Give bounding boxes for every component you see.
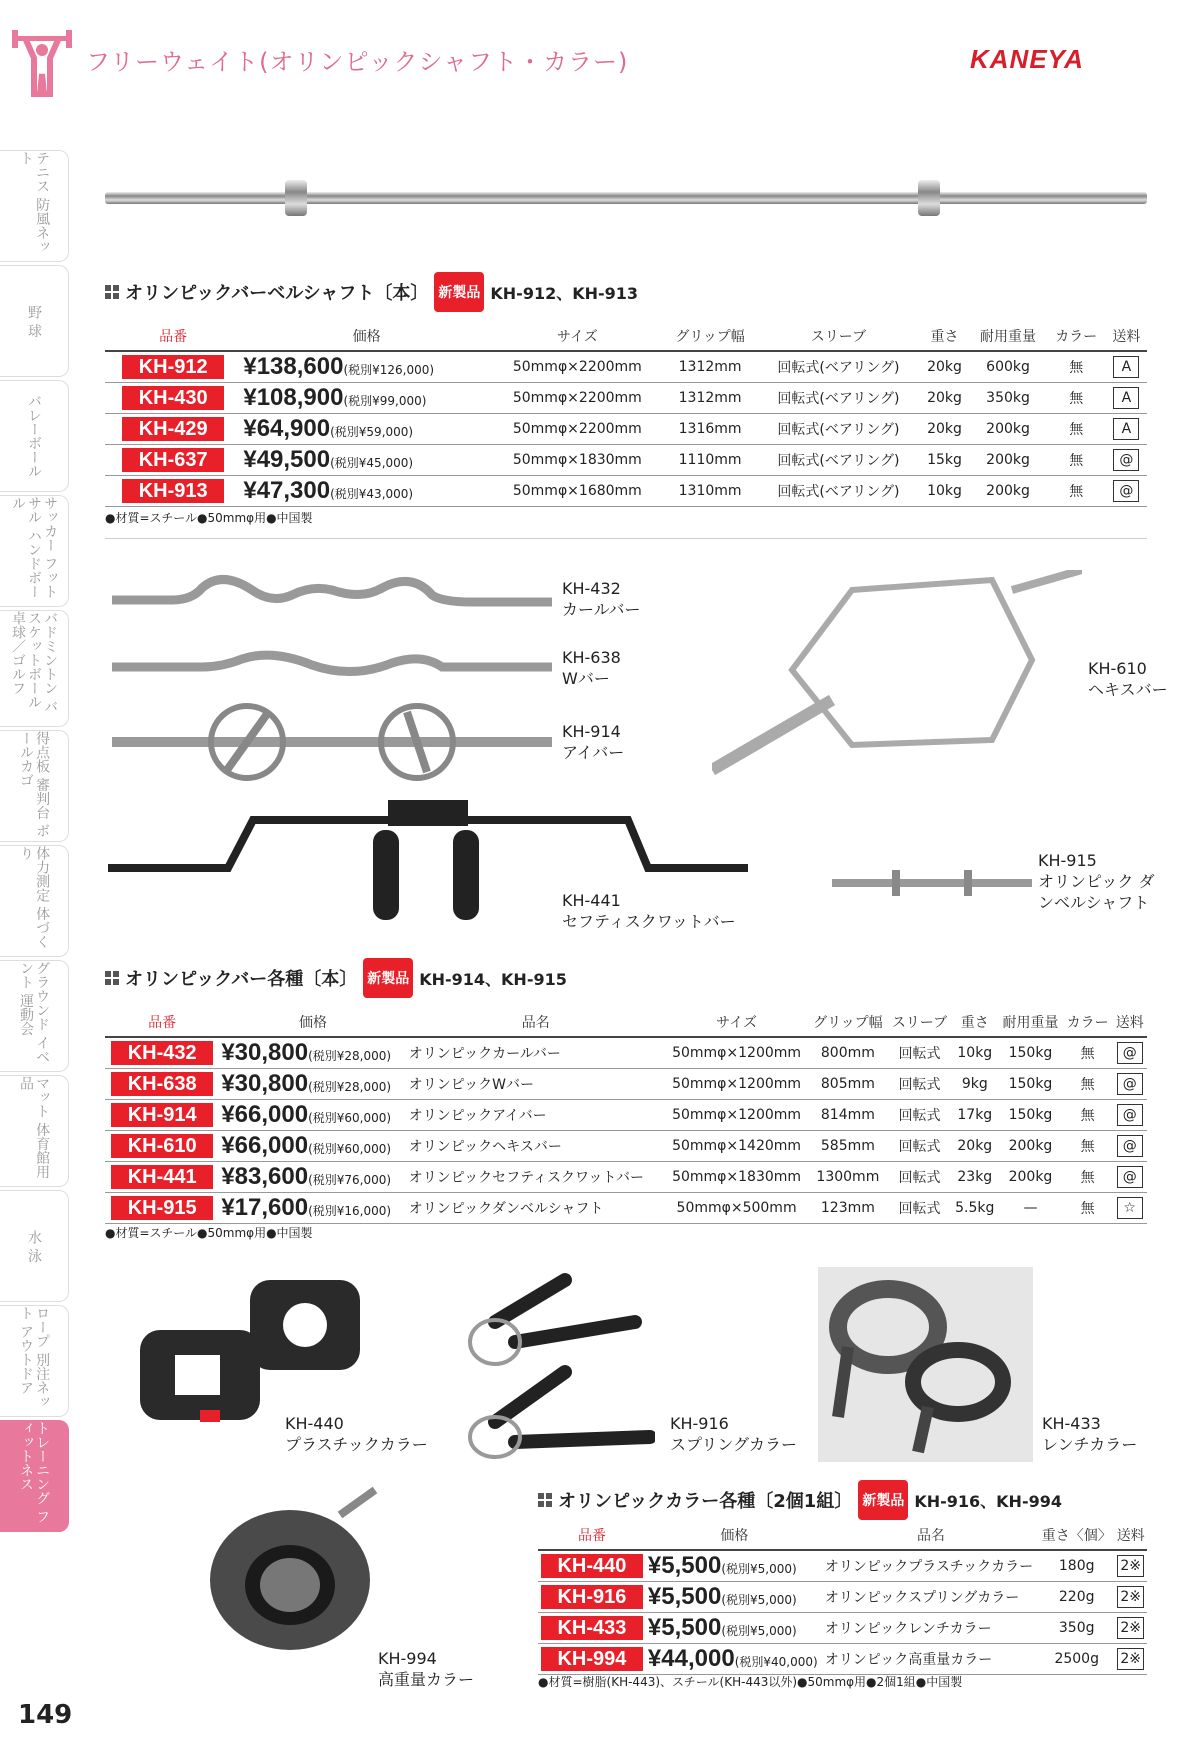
column-header: 価格 [241,326,491,351]
cell-grip: 1300mm [808,1162,887,1193]
column-header: カラー [1063,1012,1113,1037]
cell-collar: 無 [1047,351,1106,383]
shipping-class-icon: A [1113,387,1139,409]
cell-grip: 1312mm [663,351,757,383]
shipping-class-icon: @ [1117,1042,1143,1064]
product-code: KH-430 [122,386,224,410]
price-tax-excluded: (税別¥28,000) [308,1080,392,1094]
cell-sleeve: 回転式(ベアリング) [757,476,919,507]
cell-load: 200kg [998,1131,1063,1162]
column-header: 重さ [951,1012,998,1037]
cell-name: オリンピックプラスチックカラー [823,1550,1039,1582]
cell-size: 50mmφ×1200mm [665,1037,808,1069]
cell-load: 150kg [998,1069,1063,1100]
cell-grip: 805mm [808,1069,887,1100]
price: ¥44,000 [647,1645,735,1672]
table-row [105,1100,1147,1131]
sidebar-tab-7[interactable]: グラウンド イベント 運動会 [0,960,69,1072]
table-row [538,1550,1147,1582]
price: ¥30,800 [221,1039,309,1066]
sidebar-tab-6[interactable]: 体力測定 体づくり [0,845,69,957]
column-header: 耐用重量 [998,1012,1063,1037]
product-code: KH-994 [541,1647,643,1671]
price-tax-excluded: (税別¥28,000) [308,1049,392,1063]
section2-note: ●材質=スチール●50mmφ用●中国製 [105,1226,313,1240]
cell-name: オリンピックヘキスバー [407,1131,665,1162]
cell-load: 150kg [998,1100,1063,1131]
table-row [538,1582,1147,1613]
price: ¥66,000 [221,1101,309,1128]
price-tax-excluded: (税別¥5,000) [721,1562,797,1576]
column-header: 重さ〈個〉 [1039,1525,1114,1550]
cell-sleeve: 回転式 [887,1100,951,1131]
caption-kh-915: KH-915 オリンピック ダンベルシャフト [1038,851,1155,912]
price-tax-excluded: (税別¥99,000) [343,394,427,408]
column-header: 品番 [105,1012,219,1037]
heavy-collar-image [200,1485,380,1655]
cell-size: 50mmφ×1830mm [665,1162,808,1193]
cell-weight: 220g [1039,1582,1114,1613]
column-header: グリップ幅 [808,1012,887,1037]
cell-weight: 17kg [951,1100,998,1131]
cell-name: オリンピックWバー [407,1069,665,1100]
fitness-person-icon [12,28,72,98]
barbell-shaft-spec-table [105,326,1147,507]
caption-kh-441: KH-441 セフティスクワットバー [562,891,736,931]
cell-weight: 180g [1039,1550,1114,1582]
product-code: KH-440 [541,1554,643,1578]
table-row [105,476,1147,507]
table-row [105,1131,1147,1162]
cell-load: 150kg [998,1037,1063,1069]
cell-size: 50mmφ×1830mm [492,445,663,476]
section1-note: ●材質=スチール●50mmφ用●中国製 [105,511,313,525]
cell-collar: 無 [1063,1131,1113,1162]
cell-weight: 2500g [1039,1644,1114,1675]
cell-name: オリンピックセフティスクワットバー [407,1162,665,1193]
cell-load: 600kg [969,351,1046,383]
column-header: 価格 [219,1012,406,1037]
shipping-class-icon: 2※ [1117,1555,1144,1577]
table-row [105,1037,1147,1069]
cell-sleeve: 回転式 [887,1069,951,1100]
cell-name: オリンピックカールバー [407,1037,665,1069]
cell-weight: 20kg [920,351,970,383]
cell-weight: 20kg [951,1131,998,1162]
new-product-badge: 新製品 [363,958,413,998]
product-code: KH-429 [122,417,224,441]
cell-load: 200kg [969,414,1046,445]
cell-weight: 350g [1039,1613,1114,1644]
cell-collar: 無 [1063,1069,1113,1100]
cell-collar: 無 [1063,1100,1113,1131]
wrench-collar-image [818,1267,1033,1462]
cell-size: 50mmφ×2200mm [492,383,663,414]
spring-collar-image [455,1272,655,1462]
cell-weight: 10kg [951,1037,998,1069]
brand-logo: KANEYA [970,44,1084,74]
shipping-class-icon: @ [1113,449,1139,471]
product-code: KH-913 [122,479,224,503]
price-tax-excluded: (税別¥16,000) [308,1204,392,1218]
section3-heading [538,1480,1062,1520]
price-tax-excluded: (税別¥126,000) [343,363,435,377]
page-number: 149 [18,1700,73,1730]
product-code: KH-637 [122,448,224,472]
cell-load: 350kg [969,383,1046,414]
product-code: KH-610 [111,1134,213,1158]
price: ¥64,900 [243,415,331,442]
caption-kh-610: KH-610 ヘキスバー [1088,659,1168,699]
column-header: 品名 [823,1525,1039,1550]
sidebar-tab-1[interactable]: 野 球 [0,265,69,377]
product-code: KH-916 [541,1585,643,1609]
shipping-class-icon: @ [1117,1104,1143,1126]
cell-name: オリンピック高重量カラー [823,1644,1039,1675]
cell-grip: 585mm [808,1131,887,1162]
cell-collar: 無 [1047,476,1106,507]
column-header: 価格 [646,1525,823,1550]
bullet-squares-icon [538,1493,552,1507]
price: ¥5,500 [647,1583,722,1610]
caption-kh-916: KH-916 スプリングカラー [670,1414,798,1454]
caption-kh-994: KH-994 高重量カラー [378,1649,475,1689]
sidebar-tab-4[interactable]: バドミントン バスケットボール 卓球／ゴルフ [0,610,69,727]
cell-size: 50mmφ×1200mm [665,1069,808,1100]
price-tax-excluded: (税別¥5,000) [721,1593,797,1607]
column-header: 送料 [1112,1012,1147,1037]
cell-size: 50mmφ×2200mm [492,351,663,383]
shipping-class-icon: A [1113,356,1139,378]
sidebar-tab-11[interactable]: トレーニング フィットネス [0,1420,69,1532]
cell-weight: 23kg [951,1162,998,1193]
table-row [538,1613,1147,1644]
table-row [105,445,1147,476]
cell-weight: 10kg [920,476,970,507]
cell-size: 50mmφ×2200mm [492,414,663,445]
cell-grip: 1312mm [663,383,757,414]
caption-kh-433: KH-433 レンチカラー [1042,1414,1138,1454]
table-row [105,383,1147,414]
table-row [538,1644,1147,1675]
column-header: サイズ [665,1012,808,1037]
table-row [105,1069,1147,1100]
collar-spec-table [538,1525,1147,1675]
shipping-class-icon: 2※ [1117,1648,1144,1670]
column-header: 耐用重量 [969,326,1046,351]
section1-heading [105,272,638,312]
price-tax-excluded: (税別¥60,000) [308,1111,392,1125]
price: ¥17,600 [221,1194,309,1221]
price: ¥47,300 [243,477,331,504]
cell-sleeve: 回転式 [887,1131,951,1162]
column-header: スリーブ [757,326,919,351]
section2-heading [105,958,567,998]
column-header: 送料 [1114,1525,1147,1550]
sidebar-tab-9[interactable]: 水 泳 [0,1190,69,1302]
product-code: KH-912 [122,355,224,379]
price-tax-excluded: (税別¥43,000) [330,487,414,501]
cell-size: 50mmφ×1420mm [665,1131,808,1162]
olympic-bar-spec-table [105,1012,1147,1224]
bullet-squares-icon [105,285,119,299]
cell-grip: 1316mm [663,414,757,445]
section1-title: オリンピックバーベルシャフト〔本〕 [125,283,429,304]
table-row [105,351,1147,383]
price-tax-excluded: (税別¥60,000) [308,1142,392,1156]
price-tax-excluded: (税別¥59,000) [330,425,414,439]
cell-collar: 無 [1063,1162,1113,1193]
column-header: 品番 [538,1525,646,1550]
sidebar-tab-3[interactable]: サッカー フットサル ハンドボール [0,495,69,607]
price: ¥49,500 [243,446,331,473]
section3-note: ●材質=樹脂(KH-443)、スチール(KH-443以外)●50mmφ用●2個1組●中国製 [538,1675,963,1689]
dumbbell-shaft-image [832,868,1032,898]
new-product-codes: KH-916、KH-994 [914,1491,1062,1511]
shipping-class-icon: ☆ [1117,1197,1143,1219]
cell-sleeve: 回転式(ベアリング) [757,445,919,476]
section2-title: オリンピックバー各種〔本〕 [125,969,358,990]
product-code: KH-914 [111,1103,213,1127]
sidebar-tab-2[interactable]: バレーボール [0,380,69,492]
product-code: KH-433 [541,1616,643,1640]
divider [105,538,1147,539]
cell-sleeve: 回転式(ベアリング) [757,351,919,383]
new-product-badge: 新製品 [434,272,484,312]
cell-name: オリンピックダンベルシャフト [407,1193,665,1224]
cell-grip: 1310mm [663,476,757,507]
hex-bar-image [712,570,1082,780]
table-row [105,1162,1147,1193]
shipping-class-icon: @ [1117,1135,1143,1157]
shipping-class-icon: A [1113,418,1139,440]
new-product-codes: KH-914、KH-915 [419,969,567,989]
cell-sleeve: 回転式(ベアリング) [757,414,919,445]
price: ¥138,600 [243,353,344,380]
price: ¥108,900 [243,384,344,411]
product-code: KH-432 [111,1041,213,1065]
cell-collar: 無 [1047,414,1106,445]
cell-load: — [998,1193,1063,1224]
column-header: スリーブ [887,1012,951,1037]
product-code: KH-915 [111,1196,213,1220]
page-title: フリーウェイト(オリンピックシャフト・カラー) [86,48,629,76]
w-bar-image [112,645,552,685]
column-header: 重さ [920,326,970,351]
price: ¥5,500 [647,1552,722,1579]
product-code: KH-441 [111,1165,213,1189]
cell-collar: 無 [1063,1037,1113,1069]
cell-weight: 5.5kg [951,1193,998,1224]
cell-weight: 20kg [920,414,970,445]
cell-grip: 123mm [808,1193,887,1224]
shipping-class-icon: @ [1117,1073,1143,1095]
cell-name: オリンピックスプリングカラー [823,1582,1039,1613]
cell-size: 50mmφ×1680mm [492,476,663,507]
cell-collar: 無 [1063,1193,1113,1224]
cell-weight: 15kg [920,445,970,476]
curl-bar-image [112,570,552,620]
cell-sleeve: 回転式 [887,1162,951,1193]
cell-weight: 20kg [920,383,970,414]
table-row [105,414,1147,445]
cell-load: 200kg [998,1162,1063,1193]
column-header: サイズ [492,326,663,351]
shipping-class-icon: @ [1113,480,1139,502]
price: ¥83,600 [221,1163,309,1190]
cell-grip: 800mm [808,1037,887,1069]
price: ¥66,000 [221,1132,309,1159]
price-tax-excluded: (税別¥40,000) [734,1655,818,1669]
cell-name: オリンピックアイバー [407,1100,665,1131]
sidebar-tab-0[interactable]: テニス 防風ネット [0,150,69,262]
caption-kh-432: KH-432 カールバー [562,579,641,619]
shipping-class-icon: @ [1117,1166,1143,1188]
cell-weight: 9kg [951,1069,998,1100]
cell-sleeve: 回転式(ベアリング) [757,383,919,414]
column-header: 品名 [407,1012,665,1037]
bullet-squares-icon [105,971,119,985]
column-header: グリップ幅 [663,326,757,351]
shipping-class-icon: 2※ [1117,1617,1144,1639]
new-product-badge: 新製品 [858,1480,908,1520]
cell-grip: 814mm [808,1100,887,1131]
price-tax-excluded: (税別¥76,000) [308,1173,392,1187]
cell-sleeve: 回転式 [887,1193,951,1224]
sidebar-tab-8[interactable]: マット 体育館用品 [0,1075,69,1187]
price: ¥5,500 [647,1614,722,1641]
table-row [105,1193,1147,1224]
caption-kh-638: KH-638 Wバー [562,648,621,688]
sidebar-tab-10[interactable]: ロープ 別注ネット アウトドア [0,1305,69,1417]
cell-size: 50mmφ×1200mm [665,1100,808,1131]
caption-kh-914: KH-914 アイバー [562,722,625,762]
caption-kh-440: KH-440 プラスチックカラー [285,1414,428,1454]
price: ¥30,800 [221,1070,309,1097]
cell-load: 200kg [969,445,1046,476]
new-product-codes: KH-912、KH-913 [490,283,639,303]
column-header: 送料 [1106,326,1147,351]
cell-collar: 無 [1047,383,1106,414]
cell-grip: 1110mm [663,445,757,476]
i-bar-image [112,700,552,790]
cell-name: オリンピックレンチカラー [823,1613,1039,1644]
column-header: カラー [1047,326,1106,351]
cell-sleeve: 回転式 [887,1037,951,1069]
product-code: KH-638 [111,1072,213,1096]
price-tax-excluded: (税別¥5,000) [721,1624,797,1638]
section3-title: オリンピックカラー各種〔2個1組〕 [558,1491,853,1512]
price-tax-excluded: (税別¥45,000) [330,456,414,470]
shipping-class-icon: 2※ [1117,1586,1144,1608]
cell-collar: 無 [1047,445,1106,476]
cell-size: 50mmφ×500mm [665,1193,808,1224]
sidebar-tab-5[interactable]: 得点板 審判台 ボールカゴ [0,730,69,842]
cell-load: 200kg [969,476,1046,507]
column-header: 品番 [105,326,241,351]
